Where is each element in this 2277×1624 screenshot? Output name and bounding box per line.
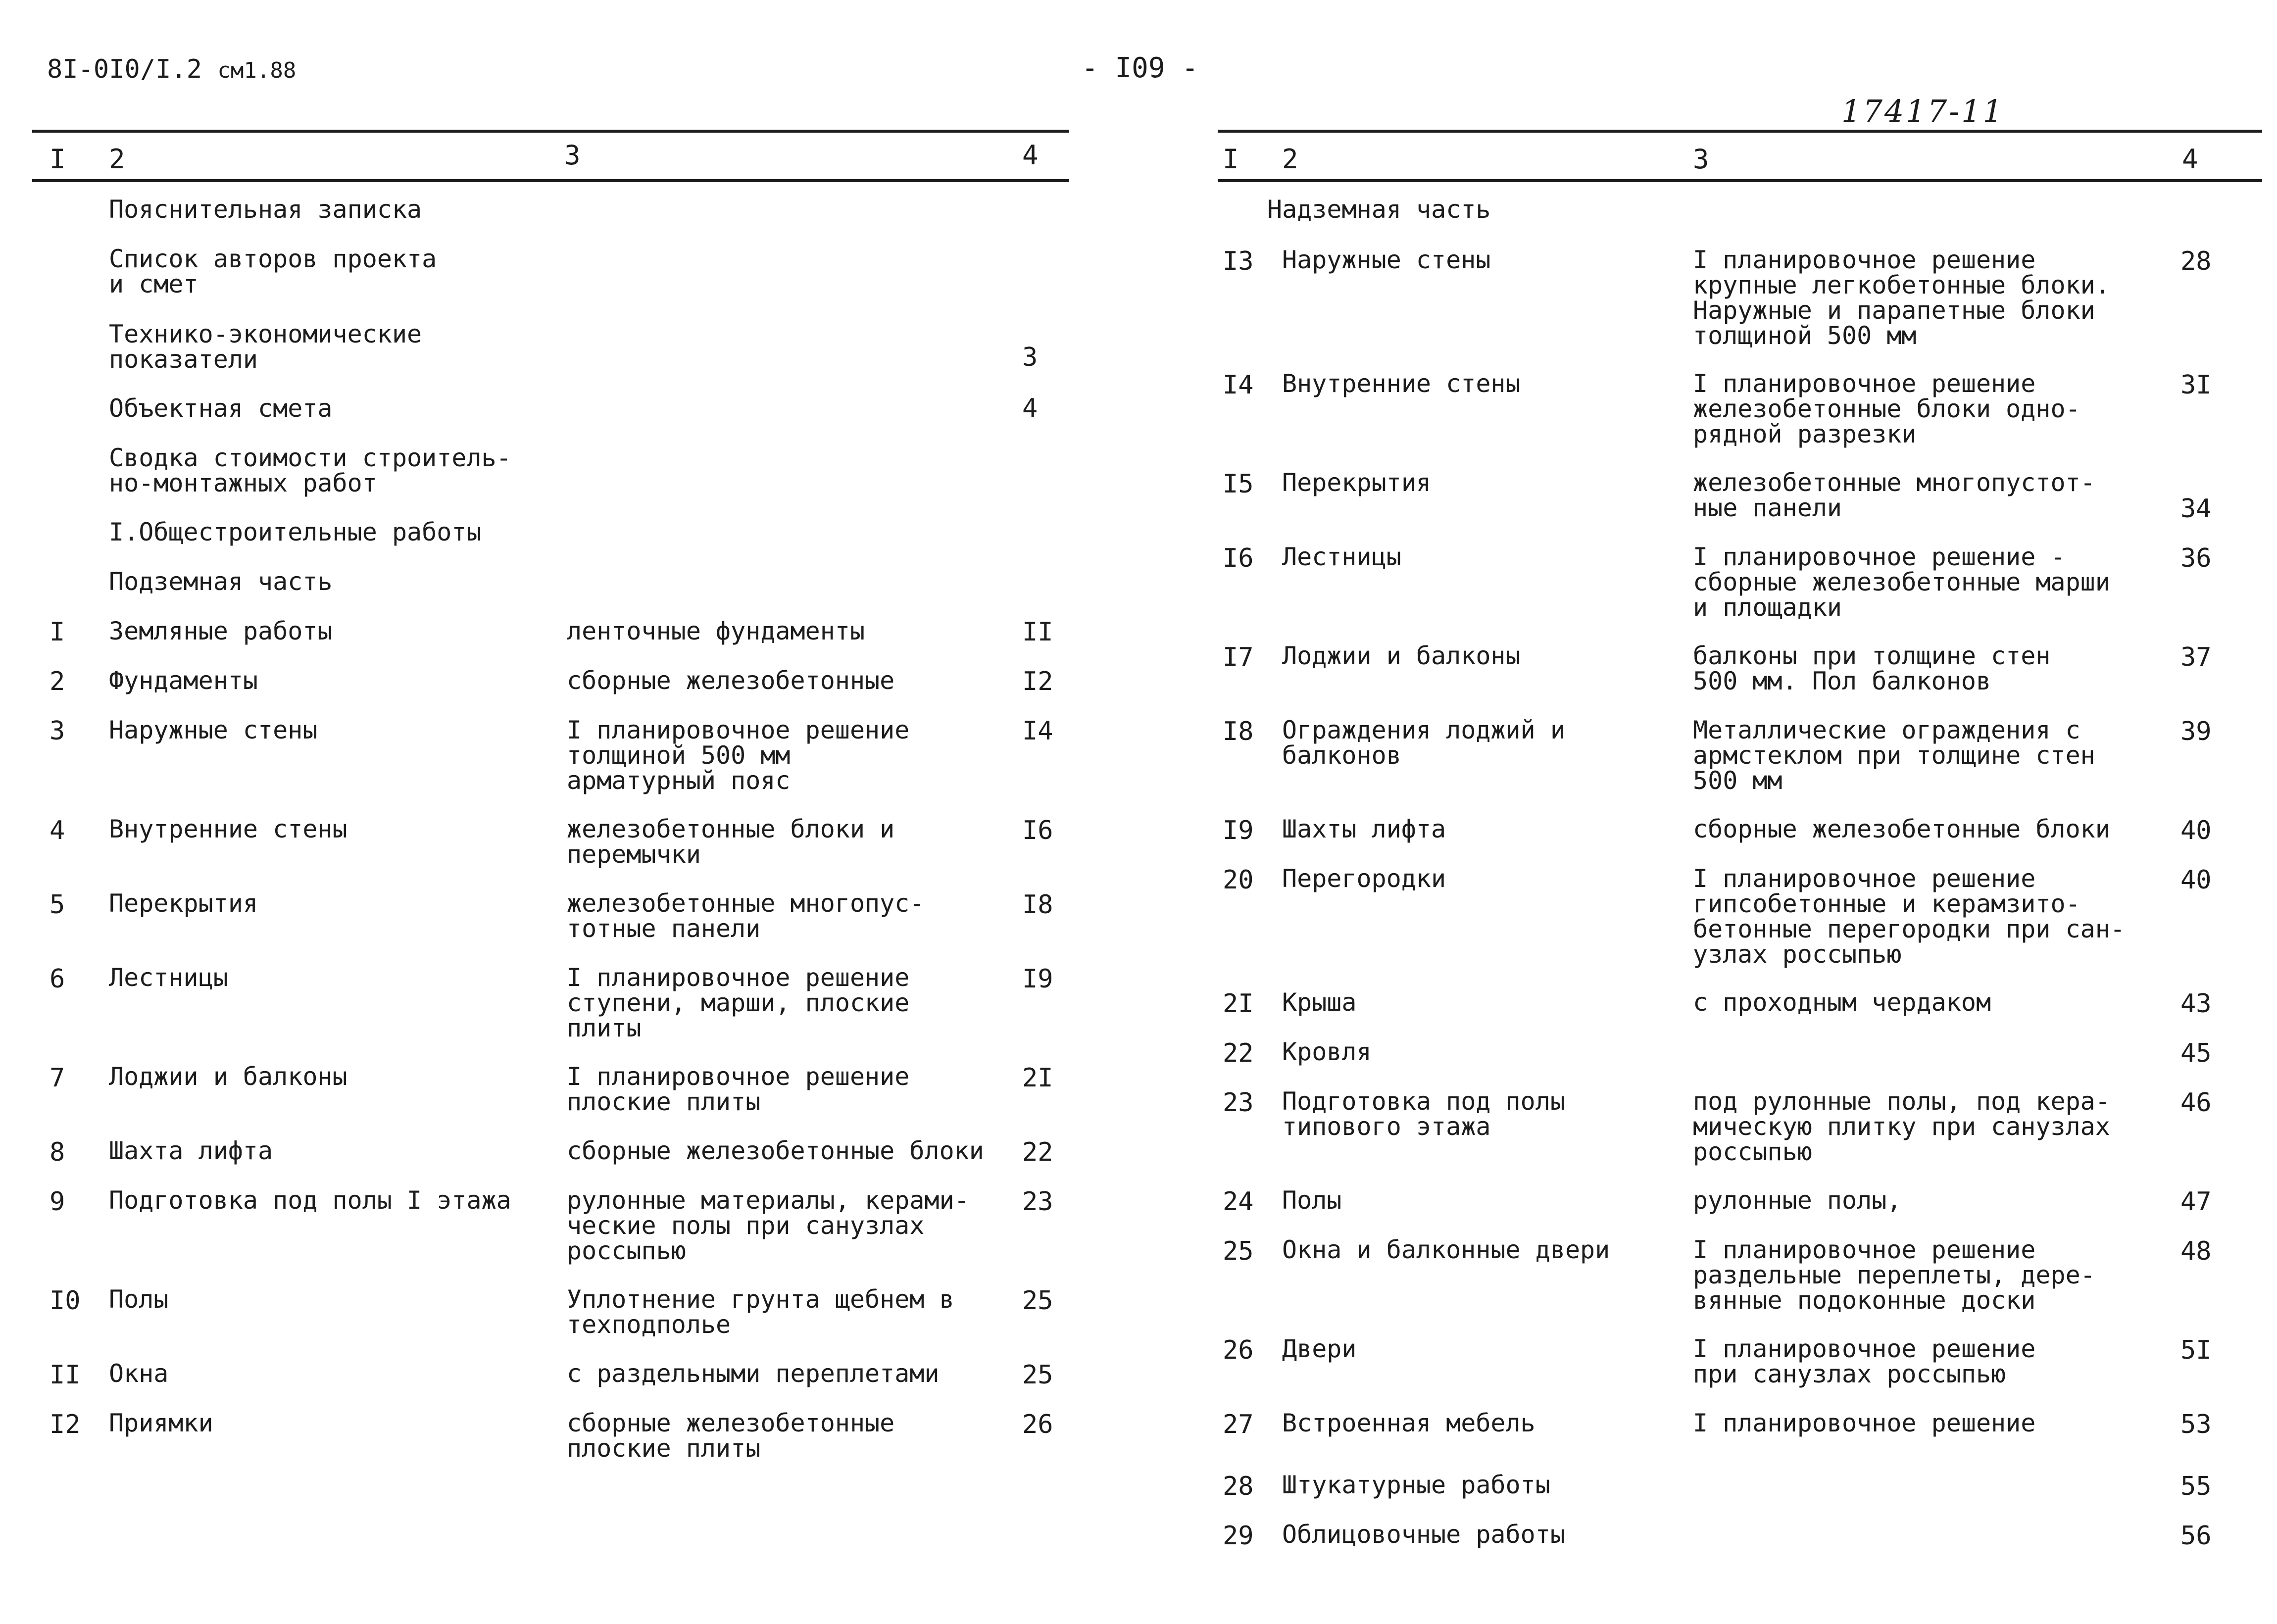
row-description: I планировочное решение крупные легкобетонные блоки. Наружные и парапетные блоки толщиной 500 мм: [1693, 246, 2110, 350]
row-number: I2: [50, 1410, 81, 1439]
row-name: Земляные работы: [109, 617, 333, 645]
row-name: Перекрытия: [109, 889, 258, 918]
row-name: Штукатурные работы: [1282, 1471, 1550, 1499]
right-col-header-4: 4: [2182, 144, 2198, 175]
row-page: 47: [2180, 1187, 2212, 1217]
row-description: железобетонные многопустот- ные панели: [1693, 468, 2095, 522]
right-col-header-3: 3: [1693, 144, 1709, 175]
row-page: 45: [2180, 1038, 2212, 1068]
row-number: 28: [1223, 1472, 1254, 1501]
row-number: I4: [1223, 370, 1254, 400]
page-number: - I09 -: [1082, 52, 1199, 84]
row-description: сборные железобетонные блоки: [567, 1136, 984, 1165]
row-page: 22: [1022, 1137, 1053, 1167]
intro-item-page: 3: [1022, 343, 1038, 372]
row-number: 25: [1223, 1236, 1254, 1266]
right-col-header-1: I: [1223, 144, 1239, 175]
row-description: железобетонные блоки и перемычки: [567, 815, 895, 869]
row-page: 40: [2180, 865, 2212, 895]
row-page: 34: [2180, 494, 2212, 524]
row-name: Подготовка под полы I этажа: [109, 1186, 511, 1215]
row-page: 46: [2180, 1088, 2212, 1118]
row-description: с раздельными переплетами: [567, 1359, 940, 1388]
section-title: Подземная часть: [109, 567, 333, 596]
row-number: 22: [1223, 1038, 1254, 1068]
row-description: I планировочное решение железобетонные блоки одно- рядной разрезки: [1693, 369, 2080, 448]
row-name: Шахты лифта: [1282, 815, 1446, 843]
row-name: Лоджии и балконы: [109, 1062, 347, 1091]
row-page: I9: [1022, 964, 1053, 994]
row-description: сборные железобетонные блоки: [1693, 815, 2110, 843]
intro-item-name: Сводка стоимости строитель- но-монтажных работ: [109, 443, 511, 497]
row-page: 55: [2180, 1472, 2212, 1501]
row-description: под рулонные полы, под кера- мическую плитку при санузлах россыпью: [1693, 1087, 2110, 1166]
row-name: Облицовочные работы: [1282, 1520, 1565, 1549]
row-page: 39: [2180, 717, 2212, 746]
row-description: I планировочное решение толщиной 500 мм арматурный пояс: [567, 716, 910, 795]
row-description: сборные железобетонные: [567, 666, 895, 695]
row-name: Перекрытия: [1282, 468, 1432, 497]
row-number: 23: [1223, 1088, 1254, 1118]
row-page: I2: [1022, 667, 1053, 696]
row-number: 20: [1223, 865, 1254, 895]
row-name: Внутренние стены: [109, 815, 347, 843]
row-number: I: [50, 617, 65, 647]
left-col-header-4: 4: [1022, 140, 1039, 171]
section-title: Надземная часть: [1267, 195, 1491, 224]
row-name: Полы: [1282, 1186, 1342, 1215]
row-description: I планировочное решение гипсобетонные и керамзито- бетонные перегородки при сан- узлах россыпью: [1693, 864, 2125, 969]
left-col-header-1: I: [50, 144, 66, 175]
row-page: 3I: [2180, 370, 2212, 400]
row-description: железобетонные многопус- тотные панели: [567, 889, 925, 943]
row-name: Лестницы: [1282, 542, 1401, 571]
row-number: I0: [50, 1286, 81, 1316]
row-number: 29: [1223, 1521, 1254, 1551]
intro-item-name: Пояснительная записка: [109, 195, 422, 224]
row-name: Встроенная мебель: [1282, 1409, 1535, 1437]
row-page: 53: [2180, 1410, 2212, 1439]
right-top-rule: [1218, 130, 2262, 133]
row-name: Крыша: [1282, 988, 1357, 1017]
row-page: I8: [1022, 890, 1053, 920]
row-number: I9: [1223, 816, 1254, 845]
row-number: I7: [1223, 642, 1254, 672]
row-page: 25: [1022, 1286, 1053, 1316]
intro-item-name: Список авторов проекта и смет: [109, 245, 437, 298]
row-number: 8: [50, 1137, 65, 1167]
row-description: ленточные фундаменты: [567, 617, 865, 645]
row-number: I5: [1223, 469, 1254, 499]
document-code: [47, 54, 296, 84]
row-number: 6: [50, 964, 65, 994]
row-number: 9: [50, 1187, 65, 1217]
row-number: 7: [50, 1063, 65, 1093]
row-page: 56: [2180, 1521, 2212, 1551]
row-page: 28: [2180, 246, 2212, 276]
row-number: I6: [1223, 543, 1254, 573]
row-name: Приямки: [109, 1409, 213, 1437]
handwritten-number: 17417-11: [1841, 93, 2005, 129]
row-description: балконы при толщине стен 500 мм. Пол балконов: [1693, 641, 2051, 695]
row-number: I8: [1223, 717, 1254, 746]
intro-item-name: Технико-экономические показатели: [109, 320, 422, 374]
row-description: I планировочное решение ступени, марши, плоские плиты: [567, 963, 910, 1042]
row-description: с проходным чердаком: [1693, 988, 1991, 1017]
row-number: 2I: [1223, 989, 1254, 1019]
row-number: 26: [1223, 1335, 1254, 1365]
row-description: рулонные материалы, керами- ческие полы при санузлах россыпью: [567, 1186, 969, 1265]
row-number: I3: [1223, 246, 1254, 276]
row-page: 43: [2180, 989, 2212, 1019]
left-col-header-2: 2: [109, 144, 125, 175]
row-page: 48: [2180, 1236, 2212, 1266]
document-mark: см1.88: [217, 58, 297, 83]
row-number: 4: [50, 816, 65, 845]
row-description: I планировочное решение: [1693, 1409, 2036, 1437]
row-name: Внутренние стены: [1282, 369, 1521, 398]
row-page: 2I: [1022, 1063, 1053, 1093]
right-header-rule: [1218, 179, 2262, 182]
row-description: Уплотнение грунта щебнем в техподполье: [567, 1285, 954, 1339]
row-page: I6: [1022, 816, 1053, 845]
row-page: 36: [2180, 543, 2212, 573]
row-name: Шахта лифта: [109, 1136, 273, 1165]
row-page: 26: [1022, 1410, 1053, 1439]
row-description: I планировочное решение - сборные железобетонные марши и площадки: [1693, 542, 2110, 622]
row-page: 23: [1022, 1187, 1053, 1217]
row-name: Кровля: [1282, 1037, 1372, 1066]
row-number: 24: [1223, 1187, 1254, 1217]
intro-item-page: 4: [1022, 394, 1038, 423]
row-description: I планировочное решение при санузлах россыпью: [1693, 1334, 2036, 1388]
row-page: 37: [2180, 642, 2212, 672]
row-description: рулонные полы,: [1693, 1186, 1902, 1215]
row-number: 5: [50, 890, 65, 920]
row-name: Полы: [109, 1285, 169, 1314]
left-col-header-3: 3: [564, 140, 581, 171]
row-name: Окна: [109, 1359, 169, 1388]
row-name: Лестницы: [109, 963, 228, 992]
row-description: I планировочное решение плоские плиты: [567, 1062, 910, 1116]
row-number: 2: [50, 667, 65, 696]
row-name: Перегородки: [1282, 864, 1446, 893]
row-description: Металлические ограждения с армстеклом при толщине стен 500 мм: [1693, 716, 2095, 795]
row-number: 3: [50, 716, 65, 746]
row-description: I планировочное решение раздельные переплеты, дере- вянные подоконные доски: [1693, 1235, 2095, 1315]
section-title: I.Общестроительные работы: [109, 518, 482, 546]
right-col-header-2: 2: [1282, 144, 1298, 175]
row-name: Лоджии и балконы: [1282, 641, 1521, 670]
document-code-value: 8I-0I0/I.2: [47, 54, 202, 84]
row-name: Фундаменты: [109, 666, 258, 695]
row-name: Наружные стены: [1282, 246, 1491, 274]
row-name: Ограждения лоджий и балконов: [1282, 716, 1565, 770]
row-page: 40: [2180, 816, 2212, 845]
row-page: 5I: [2180, 1335, 2212, 1365]
row-name: Окна и балконные двери: [1282, 1235, 1610, 1264]
intro-item-name: Объектная смета: [109, 394, 333, 423]
left-header-rule: [32, 179, 1069, 182]
row-name: Двери: [1282, 1334, 1357, 1363]
row-number: II: [50, 1360, 81, 1390]
row-name: Наружные стены: [109, 716, 318, 744]
row-page: II: [1022, 617, 1053, 647]
row-name: Подготовка под полы типового этажа: [1282, 1087, 1565, 1141]
row-description: сборные железобетонные плоские плиты: [567, 1409, 895, 1463]
left-top-rule: [32, 130, 1069, 133]
row-page: 25: [1022, 1360, 1053, 1390]
row-page: I4: [1022, 716, 1053, 746]
row-number: 27: [1223, 1410, 1254, 1439]
